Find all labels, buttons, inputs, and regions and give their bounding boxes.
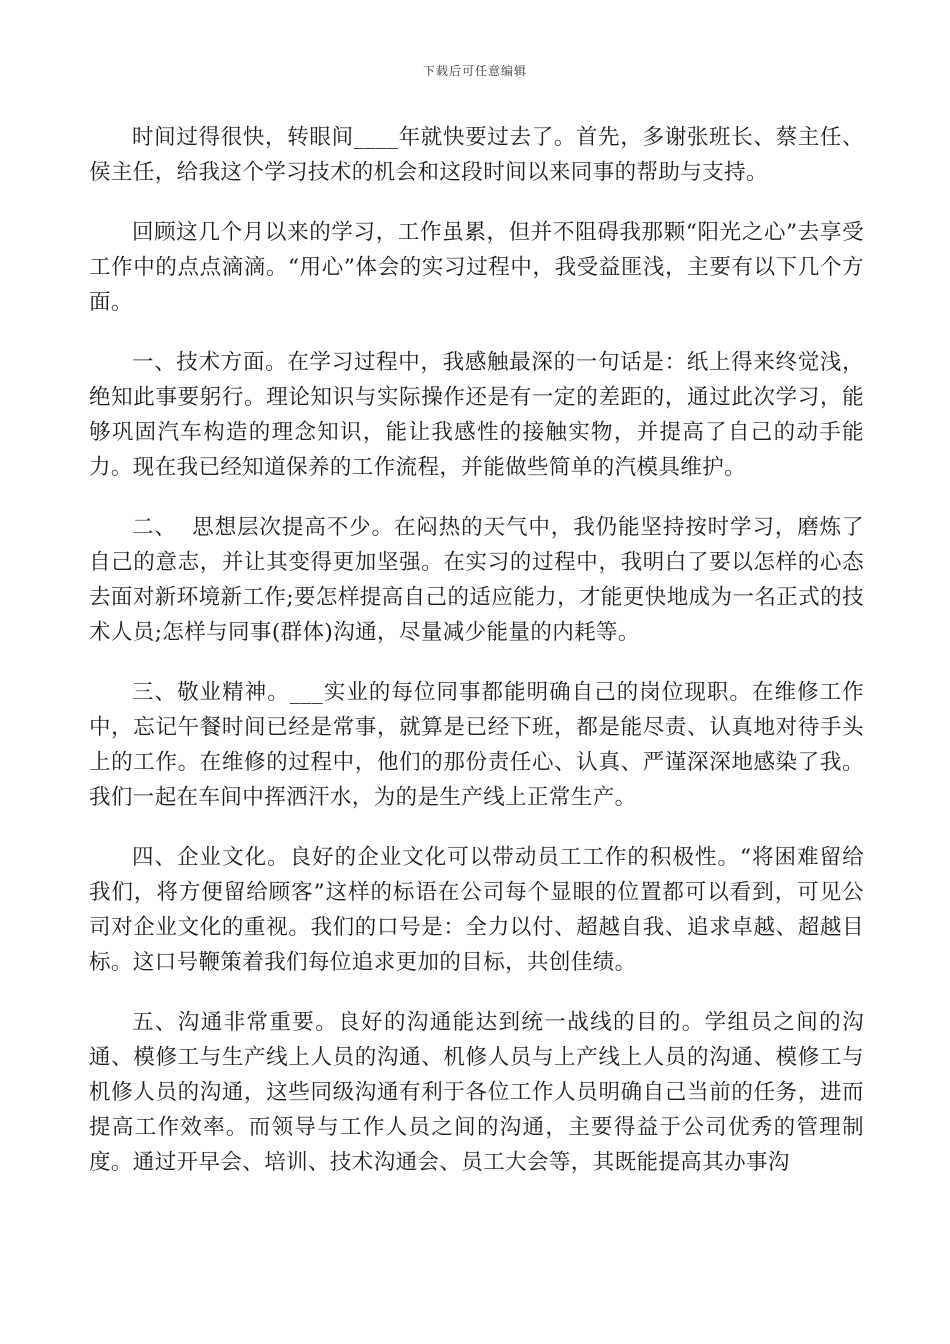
paragraph-communication: 五、沟通非常重要。良好的沟通能达到统一战线的目的。学组员之间的沟通、模修工与生产线上人员的沟通、机修人员与上产线上人员的沟通、模修工与机修人员的沟通，这些同级沟通有利于各位工作人员明确自己当前的任务，进而提高工作效率。而领导与工作人员之间的沟通，主要得益于公司优秀的管理制度。通过开早会、培训、技术沟通会、员工大会等，其既能提高其办事沟 [89,1010,864,1175]
paragraph-intro: 时间过得很快，转眼间____年就快要过去了。首先，多谢张班长、蔡主任、侯主任，给我这个学习技术的机会和这段时间以来同事的帮助与支持。 [89,125,864,185]
paragraph-review: 回顾这几个月以来的学习，工作虽累，但并不阻碍我那颗“阳光之心”去享受工作中的点点滴滴。“用心”体会的实习过程中，我受益匪浅，主要有以下几个方面。 [89,220,864,315]
paragraph-technical: 一、技术方面。在学习过程中，我感触最深的一句话是：纸上得来终觉浅，绝知此事要躬行。理论知识与实际操作还是有一定的差距的，通过此次学习，能够巩固汽车构造的理念知识，能让我感性的接触实物，并提高了自己的动手能力。现在我已经知道保养的工作流程，并能做些简单的汽模具维护。 [89,350,864,480]
paragraph-dedication: 三、敬业精神。___实业的每位同事都能明确自己的岗位现职。在维修工作中，忘记午餐时间已经是常事，就算是已经下班，都是能尽责、认真地对待手头上的工作。在维修的过程中，他们的那份责任心、认真、严谨深深地感染了我。我们一起在车间中挥洒汗水，为的是生产线上正常生产。 [89,680,864,810]
document-body [89,120,864,1205]
paragraph-culture: 四、企业文化。良好的企业文化可以带动员工工作的积极性。“将困难留给我们，将方便留给顾客”这样的标语在公司每个显眼的位置都可以看到，可见公司对企业文化的重视。我们的口号是：全力以付、超越自我、追求卓越、超越目标。这口号鞭策着我们每位追求更加的目标，共创佳绩。 [89,845,864,975]
paragraph-thinking: 二、 思想层次提高不少。在闷热的天气中，我仍能坚持按时学习，磨炼了自己的意志，并让其变得更加坚强。在实习的过程中，我明白了要以怎样的心态去面对新环境新工作;要怎样提高自己的适应能力，才能更快地成为一名正式的技术人员;怎样与同事(群体)沟通，尽量减少能量的内耗等。 [89,515,864,645]
page-header: 下载后可任意编辑 [422,64,527,78]
